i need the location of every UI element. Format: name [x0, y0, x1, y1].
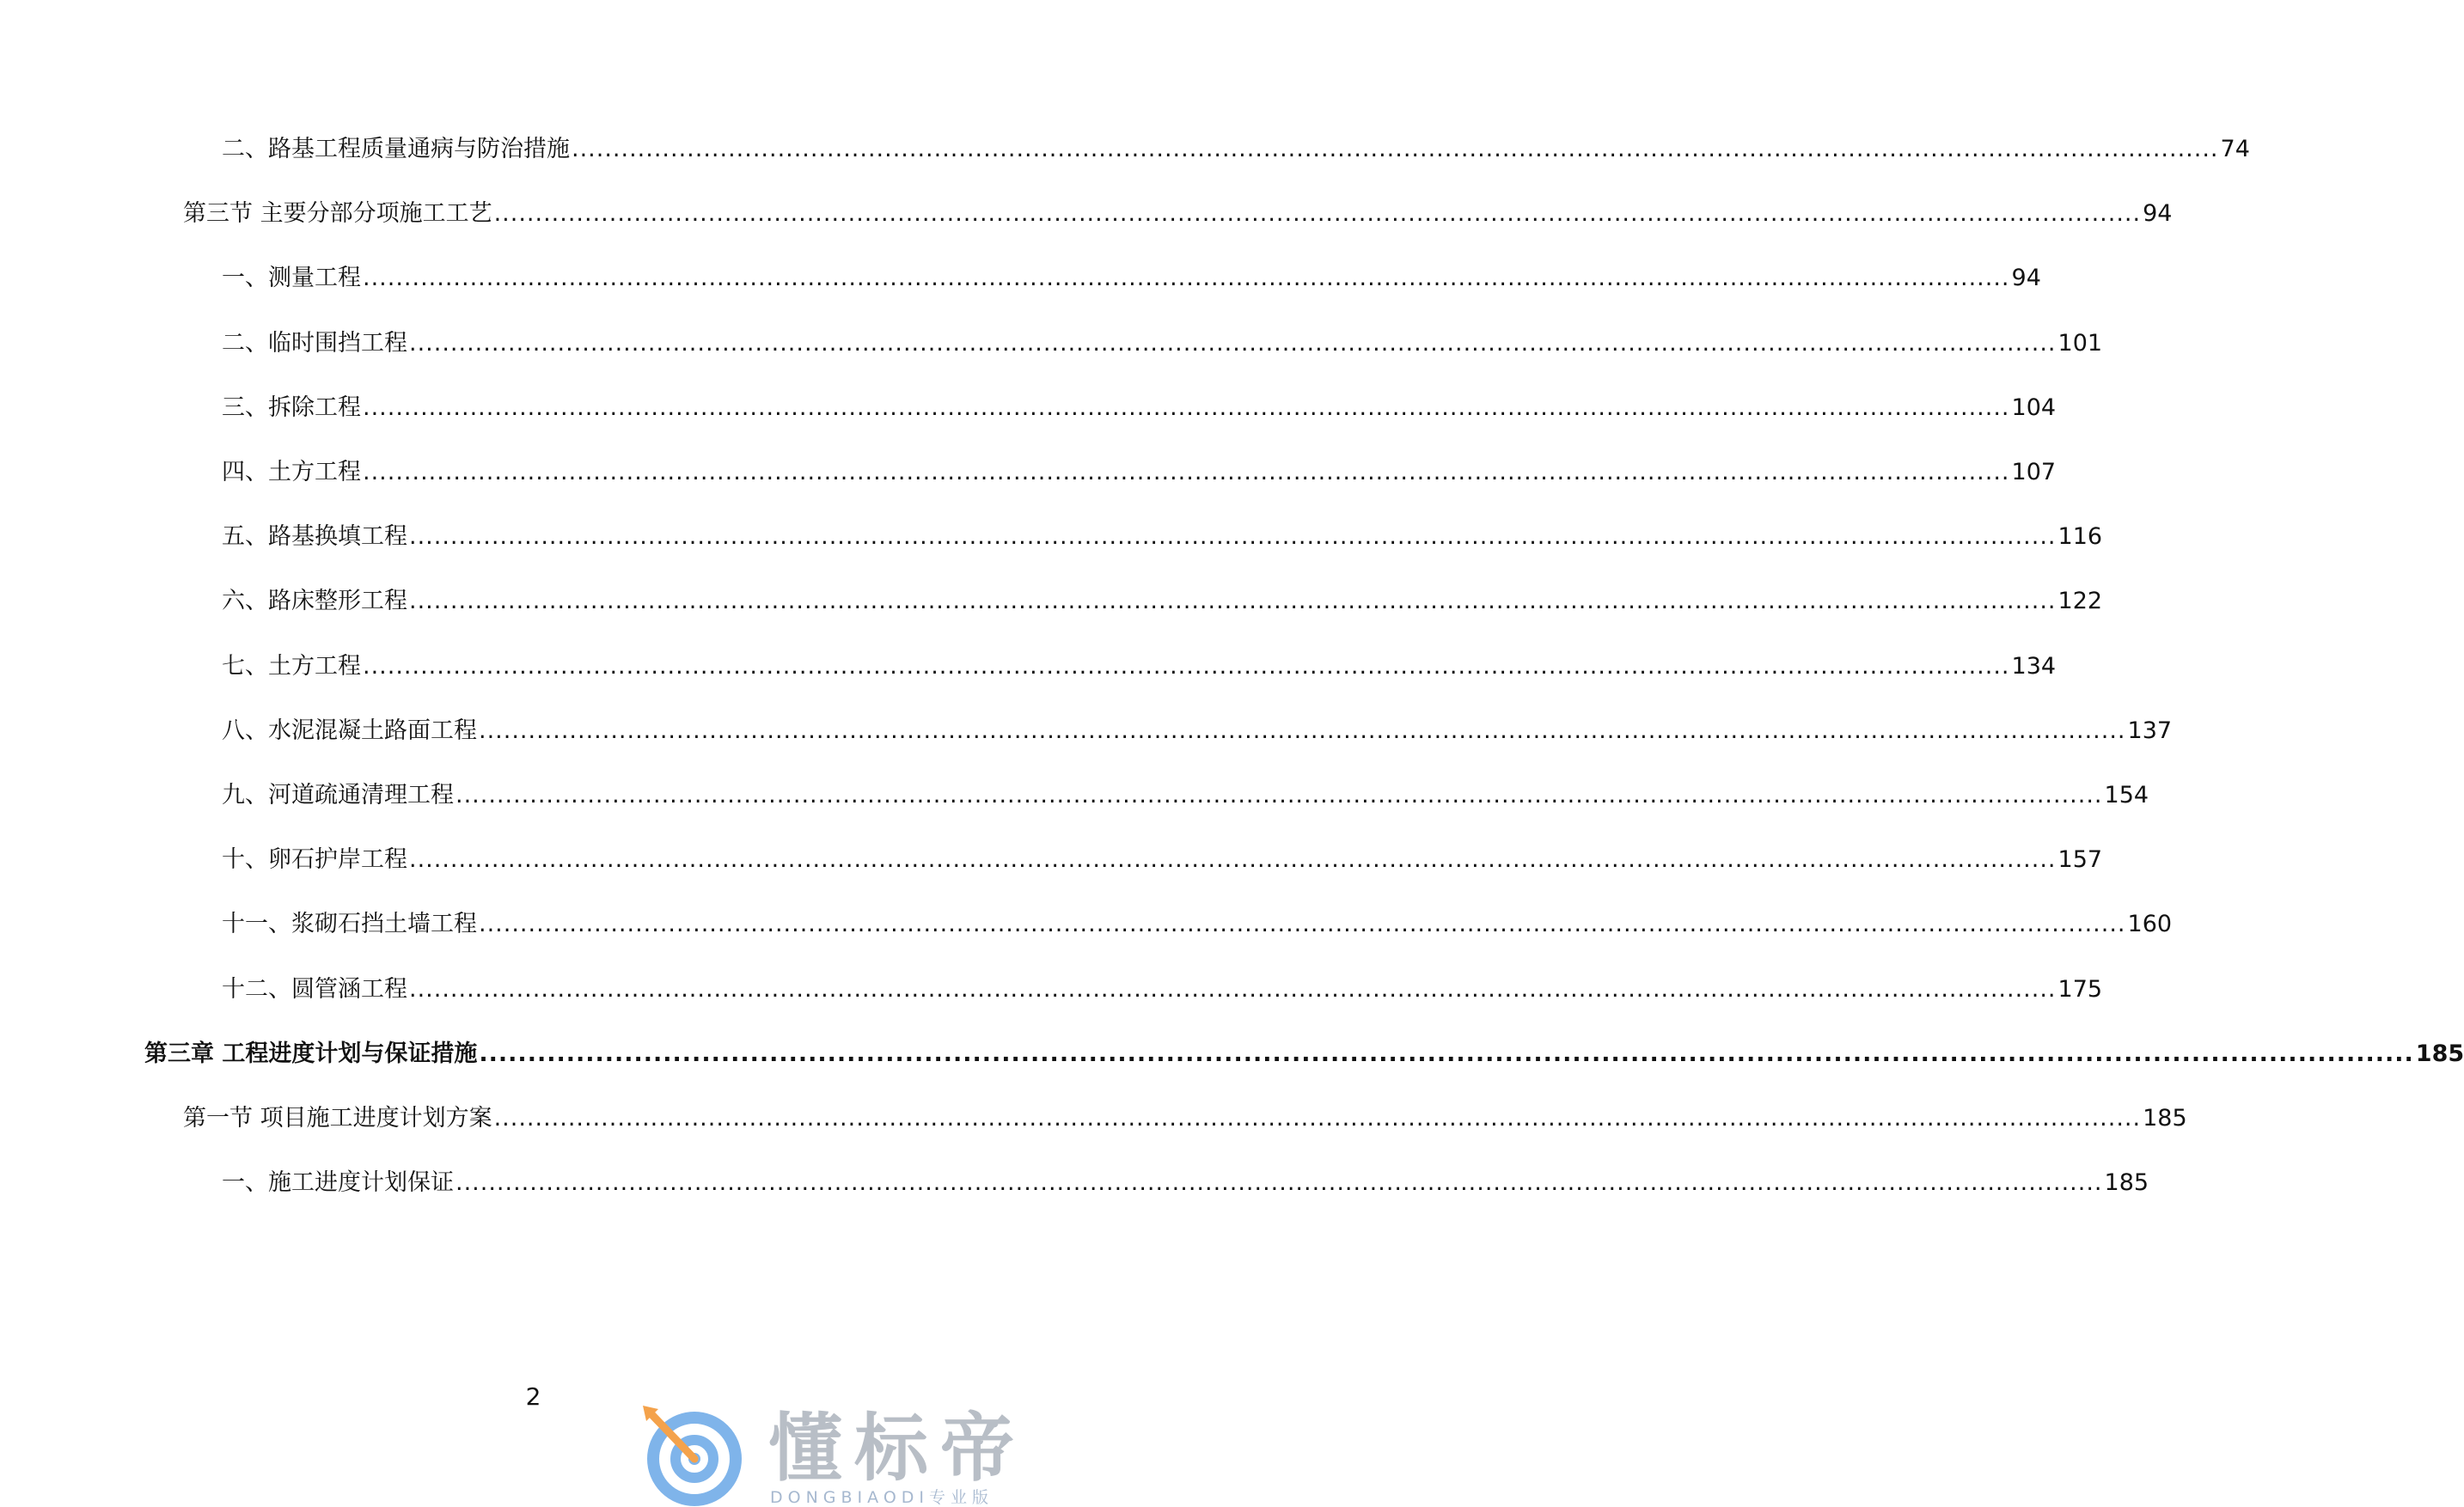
- toc-dot-leader: ........................................................................................................................................................................................................: [409, 330, 2057, 357]
- toc-entry-page: 134: [2011, 653, 2057, 680]
- toc-dot-leader: ........................................................................................................................................................................................................: [409, 846, 2057, 873]
- target-arrow-icon: [639, 1406, 760, 1507]
- toc-entry[interactable]: [222, 522, 2103, 552]
- toc-entry-page: 94: [2143, 200, 2173, 227]
- toc-entry[interactable]: [222, 1168, 2149, 1199]
- watermark-logo: [639, 1406, 1052, 1507]
- toc-dot-leader: ........................................................................................................................................................................................................: [363, 394, 2010, 421]
- toc-entry[interactable]: [222, 845, 2103, 876]
- toc-entry[interactable]: [222, 974, 2103, 1005]
- toc-entry-label: 二、临时围挡工程: [222, 330, 407, 357]
- toc-dot-leader: ........................................................................................................................................................................................................: [572, 136, 2219, 162]
- toc-entry[interactable]: [222, 393, 2057, 424]
- toc-entry-label: 四、土方工程: [222, 459, 361, 485]
- toc-entry-page: 175: [2057, 976, 2103, 1003]
- toc-entry-page: 185: [2415, 1040, 2464, 1067]
- toc-entry[interactable]: [222, 263, 2041, 294]
- toc-entry[interactable]: [222, 328, 2103, 359]
- page-number: 2: [525, 1382, 541, 1411]
- toc-entry-label: 十二、圆管涵工程: [222, 976, 407, 1003]
- toc-dot-leader: ........................................................................................................................................................................................................: [409, 588, 2057, 614]
- toc-entry[interactable]: [222, 909, 2173, 940]
- toc-entry-label: 十、卵石护岸工程: [222, 846, 407, 873]
- toc-entry[interactable]: [222, 134, 2250, 165]
- toc-dot-leader: ........................................................................................................................................................................................................: [409, 523, 2057, 550]
- toc-entry-label: 三、拆除工程: [222, 394, 361, 421]
- toc-entry-label: 第三章 工程进度计划与保证措施: [144, 1040, 478, 1067]
- watermark-brand: 懂标帝: [768, 1406, 1026, 1492]
- toc-entry-page: 107: [2011, 459, 2057, 485]
- toc-entry[interactable]: [183, 1103, 2187, 1134]
- toc-dot-leader: ........................................................................................................................................................................................................: [363, 653, 2010, 680]
- toc-dot-leader: ........................................................................................................................................................................................................: [363, 459, 2010, 485]
- toc-entry-page: 154: [2104, 782, 2149, 808]
- toc-dot-leader: ........................................................................................................................................................................................................: [363, 265, 2010, 291]
- toc-entry-label: 八、水泥混凝土路面工程: [222, 717, 477, 744]
- toc-entry-label: 七、土方工程: [222, 653, 361, 680]
- toc-entry-page: 185: [2143, 1105, 2187, 1132]
- toc-dot-leader: ........................................................................................................................................................................................................: [479, 717, 2126, 744]
- toc-dot-leader: ........................................................................................................................................................................................................: [409, 976, 2057, 1003]
- toc-entry[interactable]: [222, 716, 2173, 747]
- toc-dot-leader: ........................................................................................................................................................................................................: [493, 200, 2142, 227]
- toc-entry-label: 一、测量工程: [222, 265, 361, 291]
- toc-dot-leader: ........................................................................................................................................................................................................: [479, 911, 2126, 937]
- toc-entry-label: 十一、浆砌石挡土墙工程: [222, 911, 477, 937]
- toc-entry[interactable]: [222, 457, 2057, 488]
- toc-entry-label: 第一节 项目施工进度计划方案: [183, 1105, 492, 1132]
- toc-entry-page: 157: [2057, 846, 2103, 873]
- toc-entry-page: 116: [2057, 523, 2103, 550]
- toc-entry-page: 137: [2127, 717, 2173, 744]
- toc-entry-label: 九、河道疏通清理工程: [222, 782, 454, 808]
- toc-entry-label: 二、路基工程质量通病与防治措施: [222, 136, 570, 162]
- toc-entry[interactable]: [222, 780, 2149, 811]
- toc-entry[interactable]: [222, 586, 2103, 617]
- toc-entry[interactable]: [144, 1039, 2464, 1070]
- watermark-subtitle: DONGBIAODI专业版: [770, 1488, 994, 1507]
- toc-entry-label: 五、路基换填工程: [222, 523, 407, 550]
- toc-entry-page: 185: [2104, 1169, 2149, 1196]
- toc-entry-label: 六、路床整形工程: [222, 588, 407, 614]
- toc-entry-label: 第三节 主要分部分项施工工艺: [183, 200, 492, 227]
- toc-dot-leader: ........................................................................................................................................................................................................: [456, 1169, 2103, 1196]
- toc-entry-page: 74: [2220, 136, 2250, 162]
- toc-entry-page: 160: [2127, 911, 2173, 937]
- toc-entry-label: 一、施工进度计划保证: [222, 1169, 454, 1196]
- toc-entry-page: 104: [2011, 394, 2057, 421]
- toc-entry[interactable]: [183, 198, 2173, 229]
- toc-dot-leader: ........................................................................................................................................................................................................: [493, 1105, 2142, 1132]
- toc-entry[interactable]: [222, 651, 2057, 682]
- toc-dot-leader: ........................................................................................................................................................................................................: [479, 1040, 2414, 1067]
- toc-dot-leader: ........................................................................................................................................................................................................: [456, 782, 2103, 808]
- toc-entry-page: 122: [2057, 588, 2103, 614]
- toc-entry-page: 94: [2011, 265, 2041, 291]
- toc-entry-page: 101: [2057, 330, 2103, 357]
